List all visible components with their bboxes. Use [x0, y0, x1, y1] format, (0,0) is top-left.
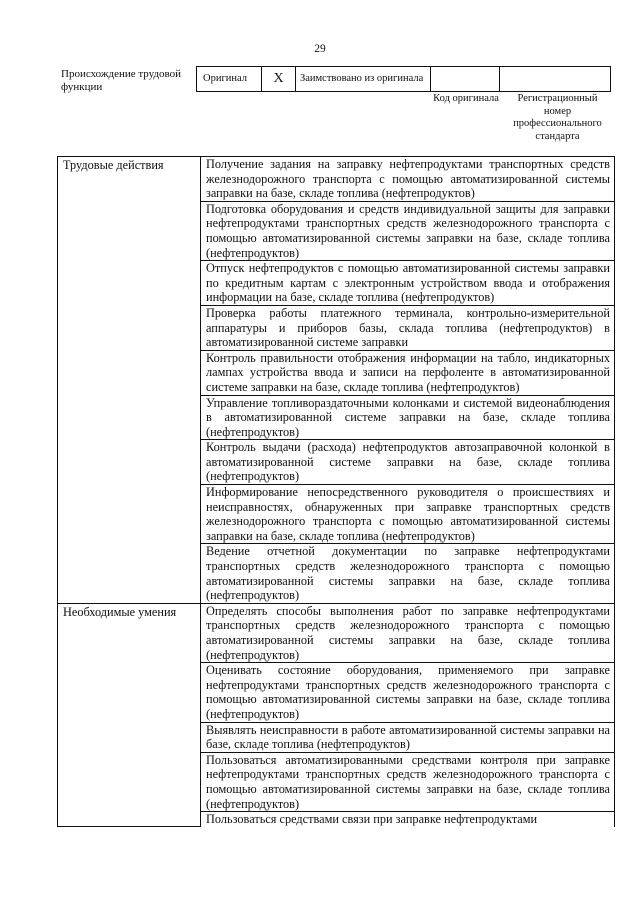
labor-action-item: Ведение отчетной документации по заправке нефтепродуктами транспортных средств железнодорожного транспорта с помощью автоматизированной системы заправки на базе, складе топлива (нефтепродуктов) — [201, 544, 615, 603]
skills-label: Необходимые умения — [58, 603, 201, 826]
labor-actions-label: Трудовые действия — [58, 157, 201, 604]
original-mark: X — [262, 67, 296, 92]
labor-action-item: Отпуск нефтепродуктов с помощью автоматизированной системы заправки по кредитным картам с электронным устройством ввода и отображения информации на базе, складе топлива (нефтепродуктов) — [201, 261, 615, 306]
labor-action-item: Информирование непосредственного руководителя о происшествиях и неисправностях, обнаруженных при заправке транспортных средств железнодорожного транспорта с помощью автоматизированной системы заправки на базе, складе топлива (нефтепродуктов) — [201, 485, 615, 544]
code-caption: Код оригинала — [433, 93, 499, 104]
page-number: 29 — [314, 43, 326, 55]
skill-item: Выявлять неисправности в работе автоматизированной системы заправки на базе, складе топлива (нефтепродуктов) — [201, 722, 615, 752]
table-row — [58, 603, 615, 662]
skill-item: Оценивать состояние оборудования, применяемого при заправке нефтепродуктами транспортных средств железнодорожного транспорта с помощью автоматизированной системы заправки на базе, складе топлива (нефтепродуктов) — [201, 663, 615, 722]
borrowed-cell: Заимствовано из оригинала — [296, 67, 431, 92]
labor-action-item: Контроль выдачи (расхода) нефтепродуктов автозаправочной колонкой в автоматизированной системе заправки на базе, складе топлива (нефтепродуктов) — [201, 440, 615, 485]
labor-action-item: Управление топливораздаточными колонками и системой видеонаблюдения в автоматизированной системе заправки на базе, складе топлива (нефтепродуктов) — [201, 395, 615, 440]
origin-table — [196, 66, 611, 92]
code-cell — [431, 67, 500, 92]
skill-item: Пользоваться автоматизированными средствами контроля при заправке нефтепродуктами транспортных средств железнодорожного транспорта с помощью автоматизированной системы заправки на базе, складе топлива (нефтепродуктов) — [201, 752, 615, 811]
skill-item: Пользоваться средствами связи при заправке нефтепродуктами — [201, 812, 615, 827]
original-cell: Оригинал — [197, 67, 262, 92]
labor-action-item: Получение задания на заправку нефтепродуктами транспортных средств железнодорожного транспорта с помощью автоматизированной системы заправки на базе, складе топлива (нефтепродуктов) — [201, 157, 615, 202]
labor-action-item: Подготовка оборудования и средств индивидуальной защиты для заправки нефтепродуктами транспортных средств железнодорожного транспорта с помощью автоматизированной системы заправки на базе, складе топлива (нефтепродуктов) — [201, 201, 615, 260]
labor-action-item: Контроль правильности отображения информации на табло, индикаторных лампах устройства ввода и записи на перфоленте в автоматизированной системе заправки на базе, складе топлива (нефтепродуктов) — [201, 350, 615, 395]
labor-action-item: Проверка работы платежного терминала, контрольно-измерительной аппаратуры и приборов базы, склада топлива (нефтепродуктов) в автоматизированной системе заправки — [201, 305, 615, 350]
skill-item: Определять способы выполнения работ по заправке нефтепродуктами транспортных средств железнодорожного транспорта с помощью автоматизированной системы заправки на базе, складе топлива (нефтепродуктов) — [201, 603, 615, 662]
origin-label: Происхождение трудовой функции — [61, 68, 182, 93]
reg-number-cell — [500, 67, 611, 92]
reg-caption: Регистрационный номер профессионального стандарта — [513, 93, 602, 142]
functions-table — [57, 156, 615, 827]
table-row — [58, 157, 615, 202]
